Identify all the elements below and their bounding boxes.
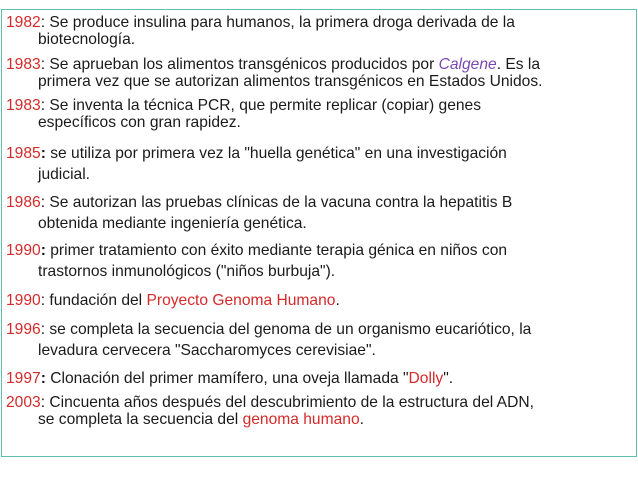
entry-text-line1-post: . Es la [496,56,541,73]
entry-text-line2 [6,411,628,428]
entry-year: 1983 [6,97,41,114]
entry-text-line2-pre: se completa la secuencia del [38,411,243,428]
entry-text-line2: levadura cervecera "Saccharomyces cerevisiae". [38,342,376,359]
highlight-genoma-humano: genoma humano [242,411,360,428]
highlight-proyecto-genoma: Proyecto Genoma Humano [146,292,336,309]
timeline-entry-1997 [6,368,628,389]
entry-text-line2: específicos con gran rapidez. [38,114,241,131]
entry-text-line2: primera vez que se autorizan alimentos transgénicos en Estados Unidos. [38,73,543,90]
timeline-entry-1986 [6,192,628,234]
entry-separator: : [40,194,46,211]
timeline-entry-1983-pcr [6,97,628,131]
timeline-entry-1990-genoma [6,290,628,311]
entry-separator: : [40,145,46,162]
entry-text-line2: biotecnología. [38,31,136,48]
entry-year: 1990 [6,292,41,309]
entry-year: 1982 [6,14,41,31]
entry-text-line1: se utiliza por primera vez la "huella genética" en una investigación [45,145,507,162]
entry-separator: : [40,292,46,309]
entry-text-line2: trastornos inmunológicos ("niños burbuja"). [38,263,336,280]
entry-text-line2: obtenida mediante ingeniería genética. [38,215,307,232]
entry-year: 1997 [6,370,41,387]
entry-text-line1: primer tratamiento con éxito mediante terapia génica en niños con [45,242,508,259]
entry-separator: : [40,370,46,387]
entry-text-line2: judicial. [38,166,91,183]
entry-year: 1996 [6,321,41,338]
entry-separator: : [40,14,46,31]
entry-year: 1986 [6,194,41,211]
timeline-entry-2003 [6,394,628,428]
timeline-entry-1982 [6,14,628,48]
entry-year: 2003 [6,394,41,411]
entry-text-line1-pre: Clonación del primer mamífero, una oveja llamada " [45,370,409,387]
entry-separator: : [40,56,46,73]
entry-text-line1: Se inventa la técnica PCR, que permite replicar (copiar) genes [45,97,482,114]
entry-text-line1: Cincuenta años después del descubrimiento de la estructura del ADN, [45,394,534,411]
highlight-calgene: Calgene [438,56,497,73]
entry-text-line1-post: ". [443,370,454,387]
entry-text-line1-pre: fundación del [45,292,147,309]
entry-separator: : [40,394,46,411]
entry-text-line1-pre: Se aprueban los alimentos transgénicos producidos por [45,56,439,73]
entry-text-line1: Se autorizan las pruebas clínicas de la vacuna contra la hepatitis B [45,194,513,211]
timeline-entry-1985 [6,143,628,185]
entry-text-line1-post: . [335,292,340,309]
entry-separator: : [40,97,46,114]
entry-year: 1983 [6,56,41,73]
timeline-entry-1983-calgene [6,56,628,90]
timeline-entry-1990-terapia [6,240,628,282]
entry-text-line1: Se produce insulina para humanos, la primera droga derivada de la [45,14,515,31]
entry-separator: : [40,242,46,259]
entry-separator: : [40,321,46,338]
highlight-dolly: Dolly [408,370,444,387]
entry-year: 1990 [6,242,41,259]
entry-text-line2-post: . [359,411,364,428]
timeline-entry-1996 [6,319,628,361]
entry-text-line1: se completa la secuencia del genoma de un organismo eucariótico, la [45,321,532,338]
entry-year: 1985 [6,145,41,162]
